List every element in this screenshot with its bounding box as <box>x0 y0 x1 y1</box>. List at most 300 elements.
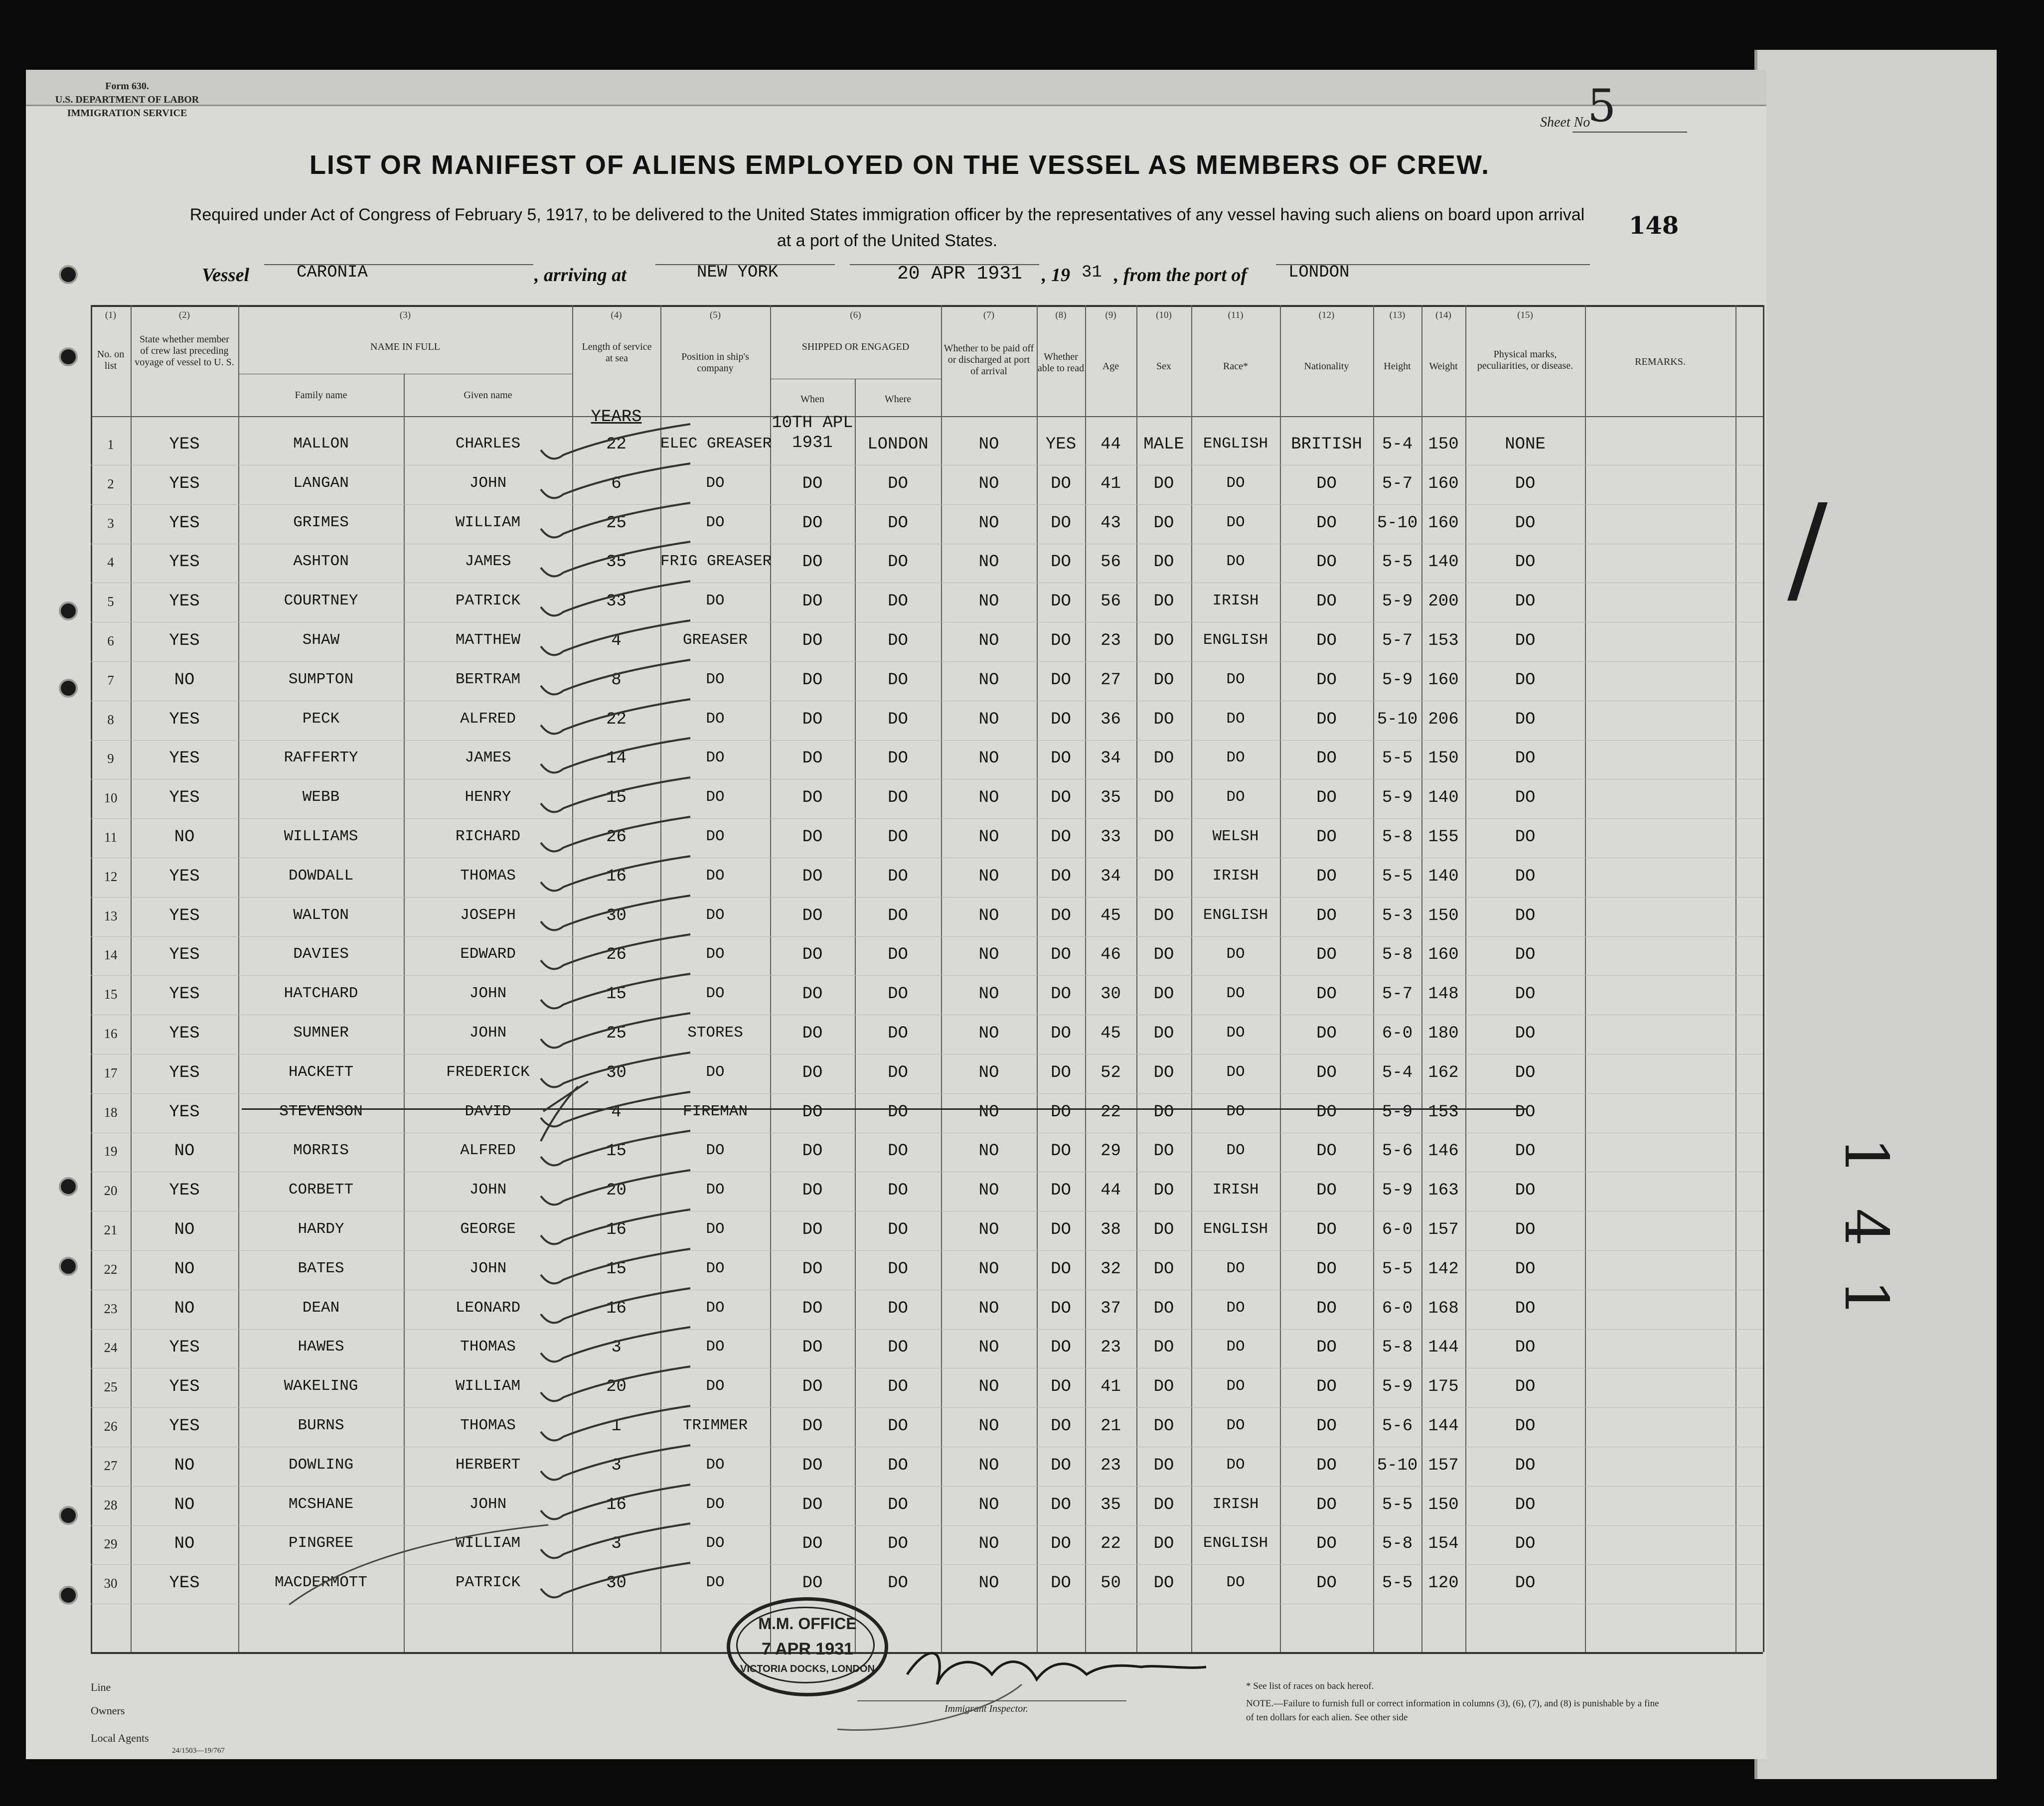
check-mark-icon <box>541 1366 690 1401</box>
sex-cell: DO <box>1153 1103 1174 1122</box>
nationality-cell: DO <box>1316 474 1337 493</box>
given-name-cell: GEORGE <box>460 1220 516 1238</box>
header-family-name: Family name <box>295 390 347 401</box>
check-mark-icon <box>541 581 690 615</box>
weight-cell: 146 <box>1428 1142 1459 1161</box>
weight-cell: 153 <box>1428 1103 1459 1122</box>
weight-cell: 157 <box>1428 1456 1459 1475</box>
age-cell: 46 <box>1101 945 1121 964</box>
check-mark-icon <box>541 699 690 734</box>
paid-off-cell: NO <box>978 1024 999 1043</box>
shipped-where-cell: DO <box>888 1574 908 1593</box>
col-number: (3) <box>399 310 411 320</box>
header-physical-marks: Physical marks, peculiarities, or disease. <box>1477 349 1573 371</box>
physical-marks-cell: DO <box>1515 1417 1536 1436</box>
race-cell: DO <box>1226 514 1245 531</box>
race-cell: ENGLISH <box>1203 906 1268 924</box>
height-cell: 5-5 <box>1382 1260 1413 1279</box>
able-to-read-cell: DO <box>1051 1142 1071 1161</box>
height-cell: 5-8 <box>1382 1534 1413 1553</box>
position-cell: ELEC GREASER <box>660 435 772 452</box>
able-to-read-cell: DO <box>1051 592 1071 611</box>
check-mark-icon <box>541 424 690 458</box>
paid-off-cell: NO <box>978 710 999 729</box>
position-cell: FRIG GREASER <box>660 553 772 570</box>
sheet-number-label: Sheet No <box>1540 115 1590 130</box>
sex-cell: DO <box>1153 1338 1174 1357</box>
given-name-cell: CHARLES <box>455 435 521 452</box>
weight-cell: 140 <box>1428 553 1459 572</box>
vessel-label: Vessel <box>202 265 249 286</box>
age-cell: 41 <box>1101 1377 1121 1396</box>
given-name-cell: JOHN <box>469 474 507 492</box>
nationality-cell: DO <box>1316 1024 1337 1043</box>
service-years-cell: 20 <box>606 1377 627 1396</box>
paid-off-cell: NO <box>978 1417 999 1436</box>
shipped-where-cell: DO <box>888 1063 908 1082</box>
family-name-cell: PINGREE <box>288 1534 354 1552</box>
position-cell: GREASER <box>682 631 748 649</box>
height-cell: 6-0 <box>1382 1024 1413 1043</box>
header-length-of-service: Length of service at sea <box>582 341 652 364</box>
physical-marks-cell: DO <box>1515 1260 1536 1279</box>
header-name-in-full: NAME IN FULL <box>370 341 440 352</box>
shipped-when-cell: DO <box>802 1534 823 1553</box>
physical-marks-cell: DO <box>1515 474 1536 493</box>
position-cell: DO <box>706 749 725 766</box>
able-to-read-cell: DO <box>1051 1534 1071 1553</box>
height-cell: 5-5 <box>1382 553 1413 572</box>
prev-voyage-cell: YES <box>169 553 200 572</box>
header-able-to-read: Whether able to read <box>1037 351 1085 374</box>
shipped-where-cell: DO <box>888 1456 908 1475</box>
check-mark-icon <box>541 817 690 851</box>
position-cell: DO <box>706 514 725 531</box>
physical-marks-cell: DO <box>1515 1574 1536 1593</box>
prev-voyage-cell: YES <box>169 1417 200 1436</box>
able-to-read-cell: DO <box>1051 1299 1071 1318</box>
check-mark-icon <box>541 1053 690 1087</box>
position-cell: DO <box>706 1534 725 1552</box>
row-number: 11 <box>104 830 117 845</box>
check-mark-icon <box>541 1445 690 1480</box>
paid-off-cell: NO <box>978 553 999 572</box>
shipped-when-cell: DO <box>802 671 823 690</box>
row-number: 15 <box>104 987 118 1002</box>
prev-voyage-cell: YES <box>169 592 200 611</box>
paid-off-cell: NO <box>978 1063 999 1082</box>
position-cell: DO <box>706 828 725 845</box>
row-number: 12 <box>104 869 118 884</box>
header-when: When <box>800 394 824 405</box>
position-cell: DO <box>706 592 725 609</box>
given-name-cell: JOHN <box>469 1024 507 1042</box>
service-years-cell: 30 <box>606 1063 627 1082</box>
nationality-cell: DO <box>1316 710 1337 729</box>
sex-cell: DO <box>1153 671 1174 690</box>
height-cell: 5-8 <box>1382 828 1413 847</box>
able-to-read-cell: DO <box>1051 749 1071 768</box>
sex-cell: DO <box>1153 474 1174 493</box>
shipped-where-cell: DO <box>888 788 908 807</box>
weight-cell: 168 <box>1428 1299 1459 1318</box>
prev-voyage-cell: YES <box>169 1181 200 1200</box>
age-cell: 45 <box>1101 1024 1121 1043</box>
race-cell: DO <box>1226 1260 1245 1277</box>
height-cell: 5-5 <box>1382 867 1413 886</box>
race-cell: DO <box>1226 749 1245 766</box>
shipped-when-cell: DO <box>802 867 823 886</box>
header-race: Race* <box>1223 361 1248 372</box>
shipped-when-cell: DO <box>802 1574 823 1593</box>
service-years-cell: 16 <box>606 867 627 886</box>
age-cell: 21 <box>1101 1417 1121 1436</box>
nationality-cell: DO <box>1316 592 1337 611</box>
footer-note: NOTE.—Failure to furnish full or correct information in columns (3), (6), (7), and (8) is punishable by a fine of ten dollars for each alien. See other side <box>1246 1698 1659 1723</box>
prev-voyage-cell: YES <box>169 710 200 729</box>
height-cell: 5-10 <box>1377 1456 1418 1475</box>
family-name-cell: CORBETT <box>288 1181 354 1199</box>
header-no-on-list: No. on list <box>97 349 125 371</box>
sex-cell: DO <box>1153 828 1174 847</box>
paid-off-cell: NO <box>978 435 999 454</box>
paid-off-cell: NO <box>978 788 999 807</box>
height-cell: 5-9 <box>1382 671 1413 690</box>
col-number: (15) <box>1517 310 1533 320</box>
age-cell: 37 <box>1101 1299 1121 1318</box>
service-years-cell: 15 <box>606 1260 627 1279</box>
nationality-cell: DO <box>1316 1496 1337 1514</box>
service-years-cell: 4 <box>611 1103 622 1122</box>
shipped-where-cell: DO <box>888 553 908 572</box>
race-cell: IRISH <box>1212 592 1259 609</box>
check-mark-icon <box>541 934 690 969</box>
given-name-cell: JOSEPH <box>460 906 516 924</box>
race-cell: DO <box>1226 1338 1245 1355</box>
able-to-read-cell: DO <box>1051 945 1071 964</box>
given-name-cell: JOHN <box>469 1181 507 1199</box>
physical-marks-cell: DO <box>1515 671 1536 690</box>
physical-marks-cell: DO <box>1515 592 1536 611</box>
service-years-cell: 16 <box>606 1299 627 1318</box>
sex-cell: DO <box>1153 867 1174 886</box>
physical-marks-cell: DO <box>1515 1338 1536 1357</box>
paid-off-cell: NO <box>978 1103 999 1122</box>
position-cell: DO <box>706 1574 725 1591</box>
sex-cell: DO <box>1153 1496 1174 1514</box>
family-name-cell: DEAN <box>302 1299 340 1317</box>
weight-cell: 120 <box>1428 1574 1459 1593</box>
family-name-cell: STEVENSON <box>279 1103 363 1120</box>
prev-voyage-cell: NO <box>174 828 195 847</box>
row-number: 10 <box>104 790 118 805</box>
able-to-read-cell: DO <box>1051 1338 1071 1357</box>
family-name-cell: DOWLING <box>288 1456 354 1474</box>
family-name-cell: LANGAN <box>293 474 349 492</box>
nationality-cell: DO <box>1316 1103 1337 1122</box>
sex-cell: DO <box>1153 906 1174 925</box>
row-number: 21 <box>104 1222 118 1237</box>
sheet-number-value: 5 <box>1587 80 1616 132</box>
family-name-cell: HATCHARD <box>284 985 358 1002</box>
prev-voyage-cell: NO <box>174 1142 195 1161</box>
footer-line-label: Line <box>91 1681 111 1693</box>
family-name-cell: WALTON <box>293 906 349 924</box>
age-cell: 45 <box>1101 906 1121 925</box>
height-cell: 5-5 <box>1382 1496 1413 1514</box>
weight-cell: 160 <box>1428 671 1459 690</box>
shipped-where-cell: DO <box>888 514 908 533</box>
position-cell: DO <box>706 474 725 492</box>
shipped-where-cell: DO <box>888 474 908 493</box>
col-number: (1) <box>105 310 117 320</box>
paid-off-cell: NO <box>978 1377 999 1396</box>
physical-marks-cell: DO <box>1515 1220 1536 1239</box>
given-name-cell: WILLIAM <box>455 1534 521 1552</box>
service: IMMIGRATION SERVICE <box>67 108 187 119</box>
shipped-when-cell: DO <box>802 788 823 807</box>
footer-inspector-label: Immigrant Inspector. <box>944 1703 1028 1714</box>
physical-marks-cell: DO <box>1515 1496 1536 1514</box>
nationality-cell: DO <box>1316 1063 1337 1082</box>
height-cell: 5-4 <box>1382 1063 1413 1082</box>
shipped-when-cell: DO <box>802 474 823 493</box>
check-mark-icon <box>541 1406 690 1440</box>
height-cell: 6-0 <box>1382 1220 1413 1239</box>
prev-voyage-cell: YES <box>169 749 200 768</box>
age-cell: 23 <box>1101 1456 1121 1475</box>
race-cell: DO <box>1226 1574 1245 1591</box>
able-to-read-cell: DO <box>1051 906 1071 925</box>
row-number: 7 <box>107 673 114 688</box>
sex-cell: MALE <box>1143 435 1184 454</box>
age-cell: 29 <box>1101 1142 1121 1161</box>
row-number: 19 <box>104 1144 118 1159</box>
shipped-where-cell: DO <box>888 985 908 1004</box>
sex-cell: DO <box>1153 788 1174 807</box>
given-name-cell: HERBERT <box>455 1456 521 1474</box>
family-name-cell: MALLON <box>293 435 349 452</box>
shipped-when-cell: DO <box>802 514 823 533</box>
nationality-cell: DO <box>1316 1260 1337 1279</box>
given-name-cell: PATRICK <box>455 592 521 609</box>
row-number: 22 <box>104 1262 118 1277</box>
family-name-cell: WEBB <box>302 788 340 806</box>
footer-print-code: 24/1503—19/767 <box>172 1747 225 1755</box>
shipped-when-cell: DO <box>802 1456 823 1475</box>
weight-cell: 160 <box>1428 514 1459 533</box>
stamp-date: 7 APR 1931 <box>762 1640 853 1658</box>
sex-cell: DO <box>1153 985 1174 1004</box>
prev-voyage-cell: NO <box>174 1534 195 1553</box>
given-name-cell: DAVID <box>465 1103 511 1120</box>
header-shipped-or-engaged: SHIPPED OR ENGAGED <box>801 341 910 352</box>
age-cell: 35 <box>1101 1496 1121 1514</box>
paid-off-cell: NO <box>978 631 999 650</box>
prev-voyage-cell: YES <box>169 1024 200 1043</box>
col-number: (14) <box>1435 310 1451 320</box>
given-name-cell: THOMAS <box>460 867 516 885</box>
check-mark-icon <box>541 974 690 1008</box>
shipped-when-cell: DO <box>802 1024 823 1043</box>
height-cell: 5-7 <box>1382 631 1413 650</box>
shipped-when-cell: DO <box>802 631 823 650</box>
paid-off-cell: NO <box>978 1496 999 1514</box>
check-mark-icon <box>541 542 690 576</box>
prev-voyage-cell: YES <box>169 1574 200 1593</box>
given-name-cell: EDWARD <box>460 945 516 963</box>
sex-cell: DO <box>1153 1142 1174 1161</box>
position-cell: DO <box>706 1142 725 1159</box>
shipped-where-cell: DO <box>888 1142 908 1161</box>
header-given-name: Given name <box>464 390 512 401</box>
physical-marks-cell: DO <box>1515 906 1536 925</box>
physical-marks-cell: NONE <box>1505 435 1546 454</box>
height-cell: 5-9 <box>1382 1377 1413 1396</box>
able-to-read-cell: YES <box>1045 435 1077 454</box>
race-cell: DO <box>1226 553 1245 570</box>
race-cell: ENGLISH <box>1203 435 1268 452</box>
service-years-cell: 26 <box>606 828 627 847</box>
age-cell: 30 <box>1101 985 1121 1004</box>
prev-voyage-cell: NO <box>174 1260 195 1279</box>
physical-marks-cell: DO <box>1515 1534 1536 1553</box>
family-name-cell: RAFFERTY <box>284 749 358 766</box>
service-years-cell: 25 <box>606 1024 627 1043</box>
paid-off-cell: NO <box>978 749 999 768</box>
shipped-where-cell: DO <box>888 828 908 847</box>
position-cell: DO <box>706 1181 725 1199</box>
given-name-cell: WILLIAM <box>455 514 521 531</box>
able-to-read-cell: DO <box>1051 631 1071 650</box>
prev-voyage-cell: YES <box>169 788 200 807</box>
shipped-where-cell: DO <box>888 906 908 925</box>
given-name-cell: ALFRED <box>460 1142 516 1159</box>
physical-marks-cell: DO <box>1515 788 1536 807</box>
height-cell: 5-9 <box>1382 592 1413 611</box>
physical-marks-cell: DO <box>1515 1456 1536 1475</box>
shipped-where-cell: DO <box>888 710 908 729</box>
department: U.S. DEPARTMENT OF LABOR <box>55 94 199 105</box>
weight-cell: 142 <box>1428 1260 1459 1279</box>
family-name-cell: DOWDALL <box>288 867 354 885</box>
physical-marks-cell: DO <box>1515 985 1536 1004</box>
able-to-read-cell: DO <box>1051 985 1071 1004</box>
prev-voyage-cell: YES <box>169 435 200 454</box>
service-years-cell: 15 <box>606 1142 627 1161</box>
family-name-cell: SHAW <box>302 631 340 649</box>
weight-cell: 175 <box>1428 1377 1459 1396</box>
race-cell: DO <box>1226 1142 1245 1159</box>
race-cell: DO <box>1226 985 1245 1002</box>
age-cell: 44 <box>1101 435 1121 454</box>
family-name-cell: PECK <box>302 710 340 728</box>
weight-cell: 155 <box>1428 828 1459 847</box>
weight-cell: 180 <box>1428 1024 1459 1043</box>
check-mark-icon <box>541 1249 690 1283</box>
physical-marks-cell: DO <box>1515 828 1536 847</box>
shipped-where-cell: DO <box>888 1338 908 1357</box>
family-name-cell: HACKETT <box>288 1063 354 1081</box>
service-years-cell: 15 <box>606 788 627 807</box>
race-cell: DO <box>1226 1103 1245 1120</box>
row-number: 5 <box>107 594 114 609</box>
position-cell: DO <box>706 945 725 963</box>
arriving-label: , arriving at <box>534 265 627 286</box>
physical-marks-cell: DO <box>1515 1142 1536 1161</box>
physical-marks-cell: DO <box>1515 1063 1536 1082</box>
sex-cell: DO <box>1153 945 1174 964</box>
race-cell: IRISH <box>1212 1496 1259 1513</box>
shipped-where-cell: DO <box>888 1496 908 1514</box>
height-cell: 5-4 <box>1382 435 1413 454</box>
header-weight: Weight <box>1429 361 1458 372</box>
height-cell: 5-9 <box>1382 1181 1413 1200</box>
service-years-cell: 3 <box>611 1338 622 1357</box>
shipped-when-cell: DO <box>802 1338 823 1357</box>
nationality-cell: DO <box>1316 867 1337 886</box>
race-cell: DO <box>1226 1024 1245 1042</box>
shipped-where-cell: LONDON <box>867 435 929 454</box>
paid-off-cell: NO <box>978 828 999 847</box>
physical-marks-cell: DO <box>1515 1181 1536 1200</box>
position-cell: DO <box>706 1496 725 1513</box>
shipped-where-cell: DO <box>888 1417 908 1436</box>
family-name-cell: MCSHANE <box>288 1496 354 1513</box>
row-number: 6 <box>107 633 114 648</box>
given-name-cell: JAMES <box>465 749 511 766</box>
paid-off-cell: NO <box>978 514 999 533</box>
service-years-cell: 4 <box>611 631 622 650</box>
shipped-when-cell: DO <box>802 1299 823 1318</box>
given-name-cell: LEONARD <box>455 1299 521 1317</box>
shipped-where-cell: DO <box>888 1024 908 1043</box>
when-note-date: 10TH APL <box>772 414 853 433</box>
position-cell: DO <box>706 985 725 1002</box>
check-mark-icon <box>541 738 690 772</box>
from-port-label: , from the port of <box>1114 265 1248 286</box>
able-to-read-cell: DO <box>1051 553 1071 572</box>
nationality-cell: DO <box>1316 1456 1337 1475</box>
age-cell: 23 <box>1101 631 1121 650</box>
paid-off-cell: NO <box>978 1574 999 1593</box>
col-number: (5) <box>709 310 721 320</box>
race-cell: IRISH <box>1212 867 1259 885</box>
given-name-cell: THOMAS <box>460 1417 516 1434</box>
able-to-read-cell: DO <box>1051 867 1071 886</box>
able-to-read-cell: DO <box>1051 1496 1071 1514</box>
family-name-cell: DAVIES <box>293 945 349 963</box>
given-name-cell: JOHN <box>469 1260 507 1277</box>
given-name-cell: FREDERICK <box>446 1063 530 1081</box>
row-number: 8 <box>107 712 114 727</box>
height-cell: 5-9 <box>1382 788 1413 807</box>
row-number: 14 <box>104 947 118 962</box>
nationality-cell: DO <box>1316 1377 1337 1396</box>
service-years-cell: 35 <box>606 553 627 572</box>
prev-voyage-cell: YES <box>169 1063 200 1082</box>
sex-cell: DO <box>1153 631 1174 650</box>
prev-voyage-cell: YES <box>169 867 200 886</box>
shipped-when-cell: DO <box>802 553 823 572</box>
sex-cell: DO <box>1153 749 1174 768</box>
given-name-cell: JOHN <box>469 985 507 1002</box>
check-mark-icon <box>541 1170 690 1204</box>
paid-off-cell: NO <box>978 867 999 886</box>
footer-races-note: * See list of races on back hereof. <box>1246 1681 1374 1691</box>
nationality-cell: DO <box>1316 906 1337 925</box>
shipped-when-cell: DO <box>802 945 823 964</box>
